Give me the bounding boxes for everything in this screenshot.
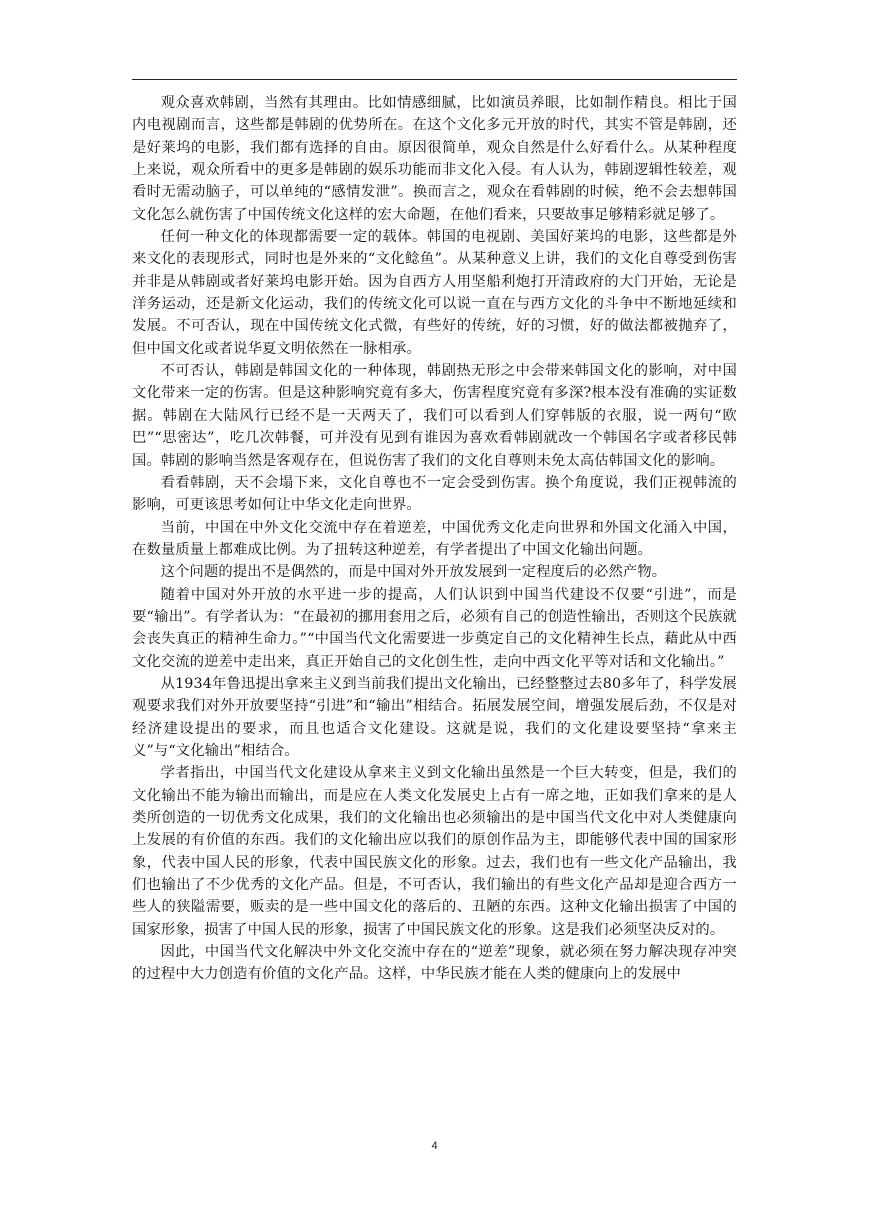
paragraph: 这个问题的提出不是偶然的，而是中国对外开放发展到一定程度后的必然产物。 bbox=[160, 564, 667, 581]
paragraph: 从1934年鲁迅提出拿来主义到当前我们提出文化输出，已经整整过去80多年了，科学发展观要求我们对外开放要坚持“引进”和“输出”相结合。拓展发展空间，增强发展后劲，不仅是对经济建设提出的要求，而且也适合文化建设。这就是说，我们的文化建设要坚持“拿来主义”与“文化输出”相结合。 bbox=[132, 675, 737, 759]
paragraph: 任何一种文化的体现都需要一定的载体。韩国的电视剧、美国好莱坞的电影，这些都是外来文化的表现形式，同时也是外来的“文化鲶鱼”。从某种意义上讲，我们的文化自尊受到伤害并非是从韩剧或者好莱坞电影开始。因为自西方人用坚船利炮打开清政府的大门开始，无论是洋务运动，还是新文化运动，我们的传统文化可以说一直在与西方文化的斗争中不断地延续和发展。不可否认，现在中国传统文化式微，有些好的传统，好的习惯，好的做法都被抛弃了，但中国文化或者说华夏文明依然在一脉相承。 bbox=[132, 229, 737, 357]
paragraph: 学者指出，中国当代文化建设从拿来主义到文化输出虽然是一个巨大转变，但是，我们的文化输出不能为输出而输出，而是应在人类文化发展史上占有一席之地，正如我们拿来的是人类所创造的一切优秀文化成果，我们的文化输出也必须输出的是中国当代文化中对人类健康向上发展的有价值的东西。我们的文化输出应以我们的原创作品为主，即能够代表中国的国家形象，代表中国人民的形象，代表中国民族文化的形象。过去，我们也有一些文化产品输出，我们也输出了不少优秀的文化产品。但是，不可否认，我们输出的有些文化产品却是迎合西方一些人的狭隘需要，贩卖的是一些中国文化的落后的、丑陋的东西。这种文化输出损害了中国的国家形象，损害了中国人民的形象，损害了中国民族文化的形象。这是我们必须坚决反对的。 bbox=[132, 765, 737, 938]
page-number: 4 bbox=[431, 1140, 438, 1152]
paragraph: 看看韩剧，天不会塌下来，文化自尊也不一定会受到伤害。换个角度说，我们正视韩流的影响，可更该思考如何让中华文化走向世界。 bbox=[132, 474, 737, 514]
paragraph: 当前，中国在中外文化交流中存在着逆差，中国优秀文化走向世界和外国文化涌入中国，在数量质量上都难成比例。为了扭转这种逆差，有学者提出了中国文化输出问题。 bbox=[132, 519, 737, 558]
paragraph: 观众喜欢韩剧，当然有其理由。比如情感细腻，比如演员养眼，比如制作精良。相比于国内电视剧而言，这些都是韩剧的优势所在。在这个文化多元开放的时代，其实不管是韩剧，还是好莱坞的电影，我们都有选择的自由。原因很简单，观众自然是什么好看什么。从某种程度上来说，观众所看中的更多是韩剧的娱乐功能而非文化入侵。有人认为，韩剧逻辑性较差，观看时无需动脑子，可以单纯的“感情发泄”。换而言之，观众在看韩剧的时候，绝不会去想韩国文化怎么就伤害了中国传统文化这样的宏大命题，在他们看来，只要故事足够精彩就足够了。 bbox=[132, 95, 737, 223]
header-rule bbox=[132, 79, 737, 80]
paragraph: 随着中国对外开放的水平进一步的提高，人们认识到中国当代建设不仅要“引进”，而是要“输出”。有学者认为：“在最初的挪用套用之后，必须有自己的创造性输出，否则这个民族就会丧失真正的精神生命力。”“中国当代文化需要进一步奠定自己的文化精神生长点，藉此从中西文化交流的逆差中走出来，真正开始自己的文化创生性，走向中西文化平等对话和文化输出。” bbox=[132, 586, 737, 670]
paragraph: 不可否认，韩剧是韩国文化的一种体现，韩剧热无形之中会带来韩国文化的影响，对中国文化带来一定的伤害。但是这种影响究竟有多大，伤害程度究竟有多深?根本没有准确的实证数据。韩剧在大陆风行已经不是一天两天了，我们可以看到人们穿韩版的衣服，说一两句“欧巴”“思密达”，吃几次韩餐，可并没有见到有谁因为喜欢看韩剧就改一个韩国名字或者移民韩国。韩剧的影响当然是客观存在，但说伤害了我们的文化自尊则未免太高估韩国文化的影响。 bbox=[132, 363, 737, 469]
document-body bbox=[132, 92, 737, 986]
paragraph: 因此，中国当代文化解决中外文化交流中存在的“逆差”现象，就必须在努力解决现存冲突的过程中大力创造有价值的文化产品。这样，中华民族才能在人类的健康向上的发展中 bbox=[132, 944, 737, 983]
